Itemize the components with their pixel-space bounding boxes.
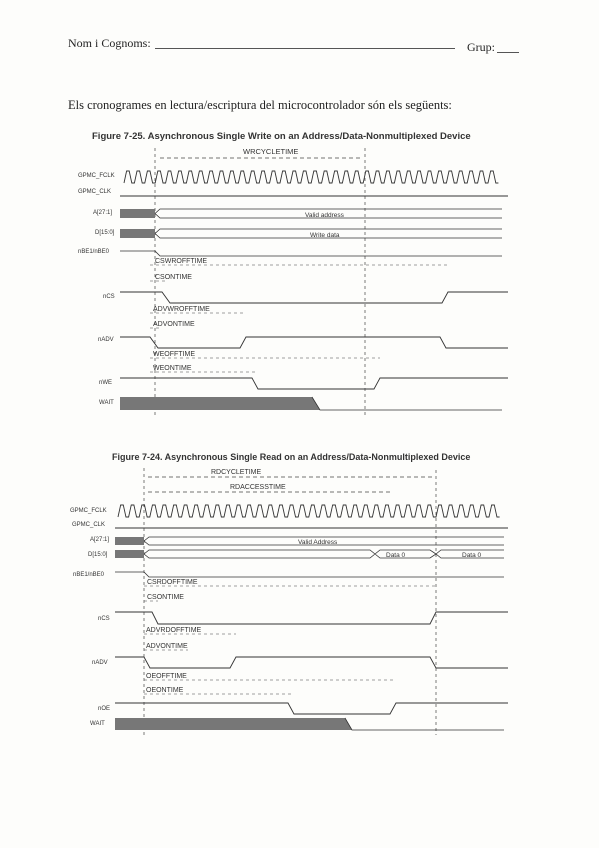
read-data-invalid [115,550,144,558]
read-wait-wave [345,718,504,730]
sig-write-nadv: nADV [98,337,114,343]
sig-write-wait: WAIT [99,400,114,406]
read-oeon-label: OEONTIME [146,687,184,694]
read-wait-invalid [115,718,352,730]
sig-read-addr: A[27:1] [90,537,110,543]
sig-read-clk: GPMC_CLK [72,522,106,528]
read-cson-label: CSONTIME [147,594,184,601]
read-advon-label: ADVONTIME [146,643,188,650]
read-advrdoff-label: ADVRDOFFTIME [146,627,202,634]
write-addr-label: Valid address [305,212,344,219]
write-weon-label: WEONTIME [153,365,192,372]
write-advon-label: ADVONTIME [153,321,195,328]
read-csrdoff-label: CSRDOFFTIME [147,579,198,586]
sig-read-ncs: nCS [98,616,110,622]
intro-text: Els cronogrames en lectura/escriptura del microcontrolador són els següents: [68,98,452,112]
sig-write-fclk: GPMC_FCLK [78,173,115,179]
read-fclk-wave [118,505,500,517]
sig-read-fclk: GPMC_FCLK [70,508,107,514]
sig-read-wait: WAIT [90,721,105,727]
read-nbe-wave [115,572,504,577]
sig-read-noe: nOE [98,706,111,712]
write-advwroff-label: ADVWROFFTIME [153,306,210,313]
read-access-label: RDACCESSTIME [230,484,286,491]
sig-write-nbe: nBE1/nBE0 [78,249,110,255]
read-ncs-wave [115,612,508,624]
group-label: Grup: [467,40,495,54]
write-data-label: Write data [310,232,340,239]
read-nadv-wave [115,657,508,668]
sig-read-nadv: nADV [92,660,108,666]
sig-read-nbe: nBE1/nBE0 [73,572,105,578]
read-addr-label: Valid Address [298,539,338,546]
sig-read-data: D[15:0] [88,552,108,558]
read-noe-wave [115,703,508,714]
name-label: Nom i Cognoms: [68,36,151,50]
write-weoff-label: WEOFFTIME [153,351,195,358]
read-data0-label: Data 0 [386,552,406,559]
write-cswroff-label: CSWROFFTIME [155,258,208,265]
read-data0b-label: Data 0 [462,552,482,559]
sig-write-clk: GPMC_CLK [78,189,112,195]
figure-write-title: Figure 7-25. Asynchronous Single Write on an Address/Data-Nonmultiplexed Device [92,131,471,142]
write-cycle-label: WRCYCLETIME [243,147,299,156]
sig-write-data: D[15:0] [95,230,115,236]
sig-write-nwe: nWE [99,380,113,386]
sig-write-ncs: nCS [103,294,115,300]
read-cycle-label: RDCYCLETIME [211,469,262,476]
figure-read-title: Figure 7-24. Asynchronous Single Read on an Address/Data-Nonmultiplexed Device [112,452,471,462]
read-oeoff-label: OEOFFTIME [146,673,187,680]
write-cson-label: CSONTIME [155,274,192,281]
sig-write-addr: A[27:1] [93,210,113,216]
read-addr-invalid [115,537,144,545]
